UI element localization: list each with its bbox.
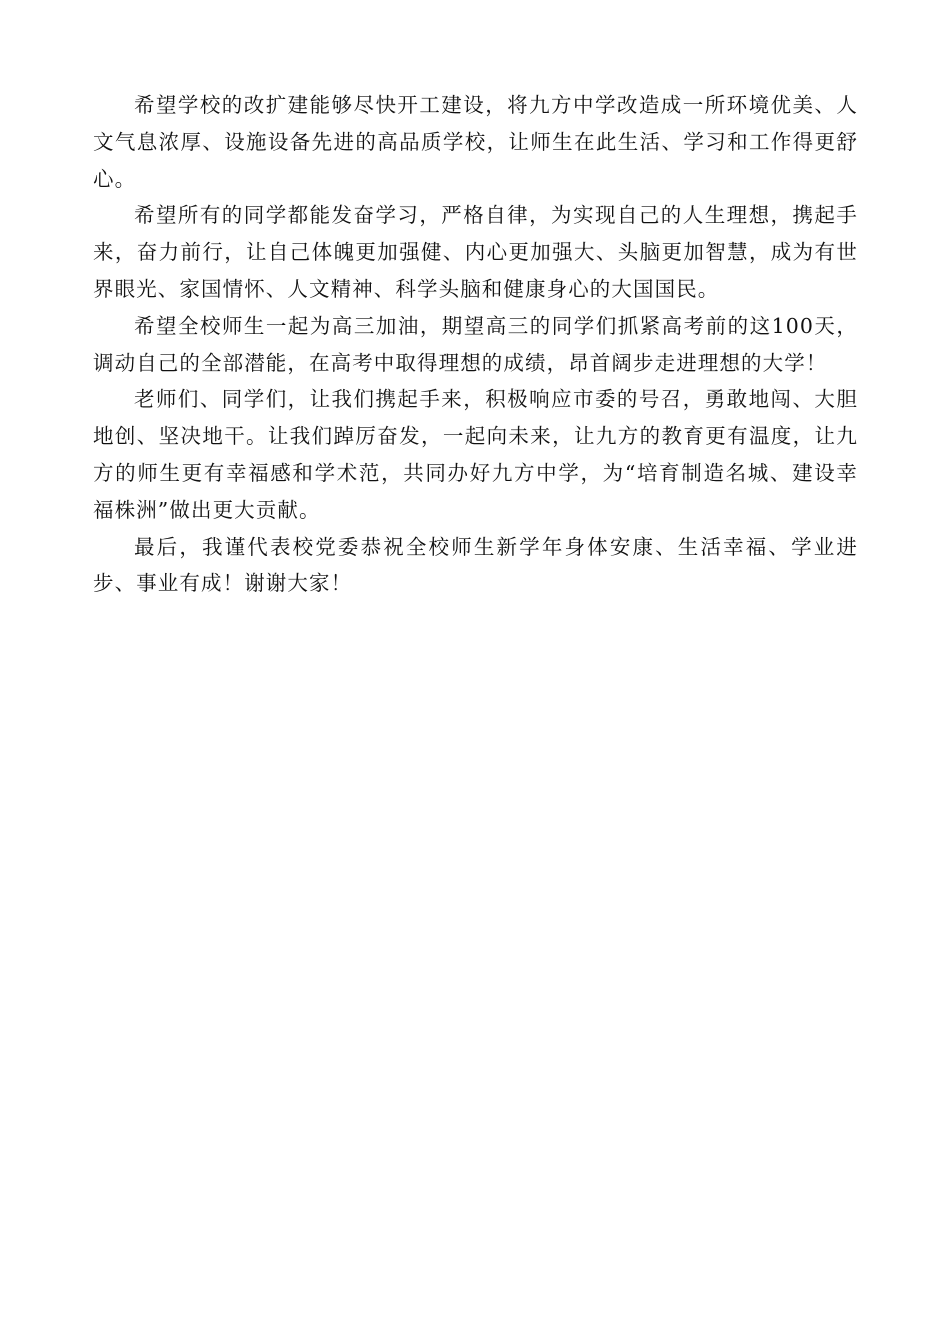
document-body	[93, 87, 858, 602]
paragraph-students-hope: 希望所有的同学都能发奋学习，严格自律，为实现自己的人生理想，携起手来，奋力前行，让自己体魄更加强健、内心更加强大、头脑更加智慧，成为有世界眼光、家国情怀、人文精神、科学头脑和健康身心的大国国民。	[93, 203, 858, 301]
paragraph-renovation-hope: 希望学校的改扩建能够尽快开工建设，将九方中学改造成一所环境优美、人文气息浓厚、设施设备先进的高品质学校，让师生在此生活、学习和工作得更舒心。	[93, 93, 858, 191]
paragraph-closing-wishes: 最后，我谨代表校党委恭祝全校师生新学年身体安康、生活幸福、学业进步、事业有成！谢谢大家！	[93, 534, 858, 596]
paragraph-senior-class-hope: 希望全校师生一起为高三加油，期望高三的同学们抓紧高考前的这100天，调动自己的全部潜能，在高考中取得理想的成绩，昂首阔步走进理想的大学！	[93, 313, 858, 375]
paragraph-call-to-action: 老师们、同学们，让我们携起手来，积极响应市委的号召，勇敢地闯、大胆地创、坚决地干。让我们踔厉奋发，一起向未来，让九方的教育更有温度，让九方的师生更有幸福感和学术范，共同办好九方中学，为“培育制造名城、建设幸福株洲”做出更大贡献。	[93, 387, 858, 522]
